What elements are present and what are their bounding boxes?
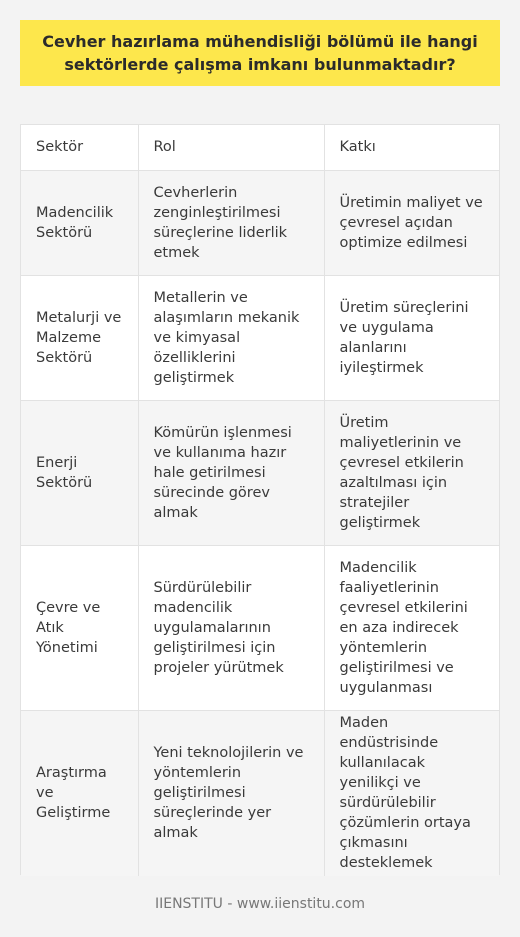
cell-sector: Metalurji ve Malzeme Sektörü <box>21 275 138 400</box>
cell-sector: Araştırma ve Geliştirme <box>21 710 138 876</box>
cell-role: Metallerin ve alaşımların mekanik ve kimyasal özelliklerini geliştirmek <box>138 275 324 400</box>
column-header-role: Rol <box>138 125 324 170</box>
footer-credit: IIENSTITU - www.iienstitu.com <box>154 896 366 912</box>
cell-contribution: Üretimin maliyet ve çevresel açıdan optimize edilmesi <box>324 170 499 275</box>
column-header-contribution: Katkı <box>324 125 499 170</box>
cell-contribution: Üretim süreçlerini ve uygulama alanlarını iyileştirmek <box>324 275 499 400</box>
cell-role: Cevherlerin zenginleştirilmesi süreçlerine liderlik etmek <box>138 170 324 275</box>
column-header-sector: Sektör <box>21 125 138 170</box>
page-title: Cevher hazırlama mühendisliği bölümü ile hangi sektörlerde çalışma imkanı bulunmaktadır? <box>42 32 478 74</box>
table-row <box>21 400 499 545</box>
cell-sector: Çevre ve Atık Yönetimi <box>21 545 138 710</box>
table-row <box>21 170 499 275</box>
cell-contribution: Madencilik faaliyetlerinin çevresel etkilerini en aza indirecek yöntemlerin geliştirilmesi ve uygulanması <box>324 545 499 710</box>
cell-contribution: Maden endüstrisinde kullanılacak yenilikçi ve sürdürülebilir çözümlerin ortaya çıkmasını desteklemek <box>324 710 499 876</box>
cell-role: Kömürün işlenmesi ve kullanıma hazır hale getirilmesi sürecinde görev almak <box>138 400 324 545</box>
cell-sector: Enerji Sektörü <box>21 400 138 545</box>
cell-role: Sürdürülebilir madencilik uygulamalarının geliştirilmesi için projeler yürütmek <box>138 545 324 710</box>
sector-table-container <box>20 124 500 875</box>
sector-table <box>21 125 499 876</box>
cell-contribution: Üretim maliyetlerinin ve çevresel etkilerin azaltılması için stratejiler geliştirmek <box>324 400 499 545</box>
cell-role: Yeni teknolojilerin ve yöntemlerin geliştirilmesi süreçlerinde yer almak <box>138 710 324 876</box>
title-banner <box>20 20 500 86</box>
table-row <box>21 545 499 710</box>
table-header-row <box>21 125 499 170</box>
table-row <box>21 710 499 876</box>
cell-sector: Madencilik Sektörü <box>21 170 138 275</box>
table-row <box>21 275 499 400</box>
